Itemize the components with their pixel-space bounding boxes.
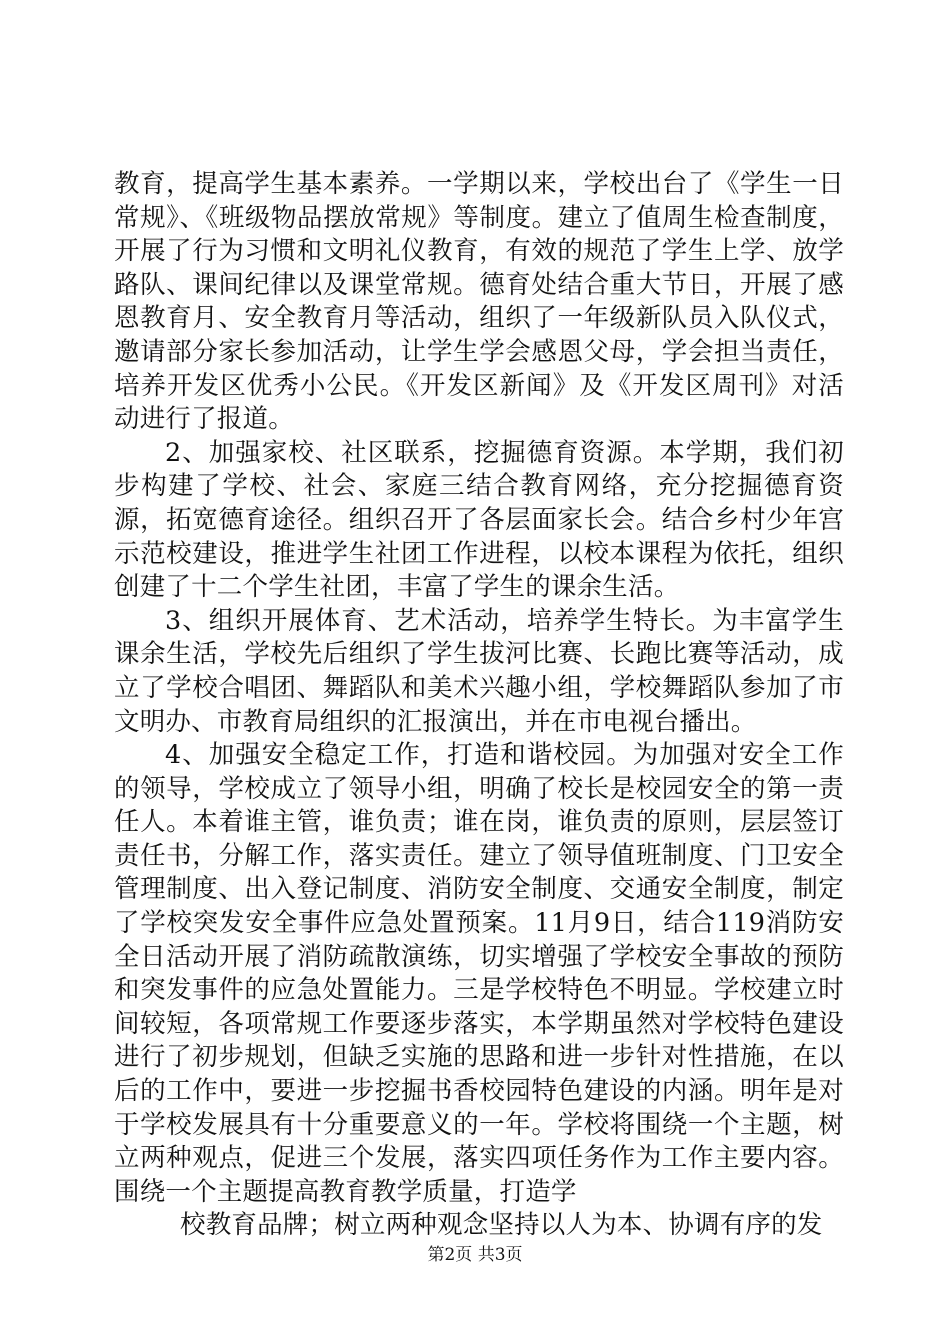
paragraph-item-4: 4、加强安全稳定工作，打造和谐校园。为加强对安全工作的领导，学校成立了领导小组，明确了校长是校园安全的第一责任人。本着谁主管，谁负责；谁在岗，谁负责的原则，层层签订责任书，分解工作，落实责任。建立了领导值班制度、门卫安全管理制度、出入登记制度、消防安全制度、交通安全制度，制定了学校突发安全事件应急处置预案。11月9日，结合119消防安全日活动开展了消防疏散演练，切实增强了学校安全事故的预防和突发事件的应急处置能力。三是学校特色不明显。学校建立时间较短，各项常规工作要逐步落实，本学期虽然对学校特色建设进行了初步规划，但缺乏实施的思路和进一步针对性措施，在以后的工作中，要进一步挖掘书香校园特色建设的内涵。明年是对于学校发展具有十分重要意义的一年。学校将围绕一个主题，树立两种观点，促进三个发展，落实四项任务作为工作主要内容。围绕一个主题提高教育教学质量，打造学	[114, 740, 844, 1207]
document-body	[114, 168, 844, 1243]
paragraph-item-3: 3、组织开展体育、艺术活动，培养学生特长。为丰富学生课余生活，学校先后组织了学生拔河比赛、长跑比赛等活动，成立了学校合唱团、舞蹈队和美术兴趣小组，学校舞蹈队参加了市文明办、市教育局组织的汇报演出，并在市电视台播出。	[114, 605, 844, 737]
paragraph-item-2: 2、加强家校、社区联系，挖掘德育资源。本学期，我们初步构建了学校、社会、家庭三结合教育网络，充分挖掘德育资源，拓宽德育途径。组织召开了各层面家长会。结合乡村少年宫示范校建设，推进学生社团工作进程，以校本课程为依托，组织创建了十二个学生社团，丰富了学生的课余生活。	[114, 437, 844, 603]
page-number-footer: 第2页 共3页	[427, 1245, 523, 1265]
paragraph-trailing-line: 校教育品牌；树立两种观念坚持以人为本、协调有序的发	[180, 1210, 823, 1241]
paragraph-continuation: 教育，提高学生基本素养。一学期以来，学校出台了《学生一日常规》、《班级物品摆放常规》等制度。建立了值周生检查制度，开展了行为习惯和文明礼仪教育，有效的规范了学生上学、放学路队、课间纪律以及课堂常规。德育处结合重大节日，开展了感恩教育月、安全教育月等活动，组织了一年级新队员入队仪式，邀请部分家长参加活动，让学生学会感恩父母，学会担当责任，培养开发区优秀小公民。《开发区新闻》及《开发区周刊》对活动进行了报道。	[114, 169, 844, 435]
